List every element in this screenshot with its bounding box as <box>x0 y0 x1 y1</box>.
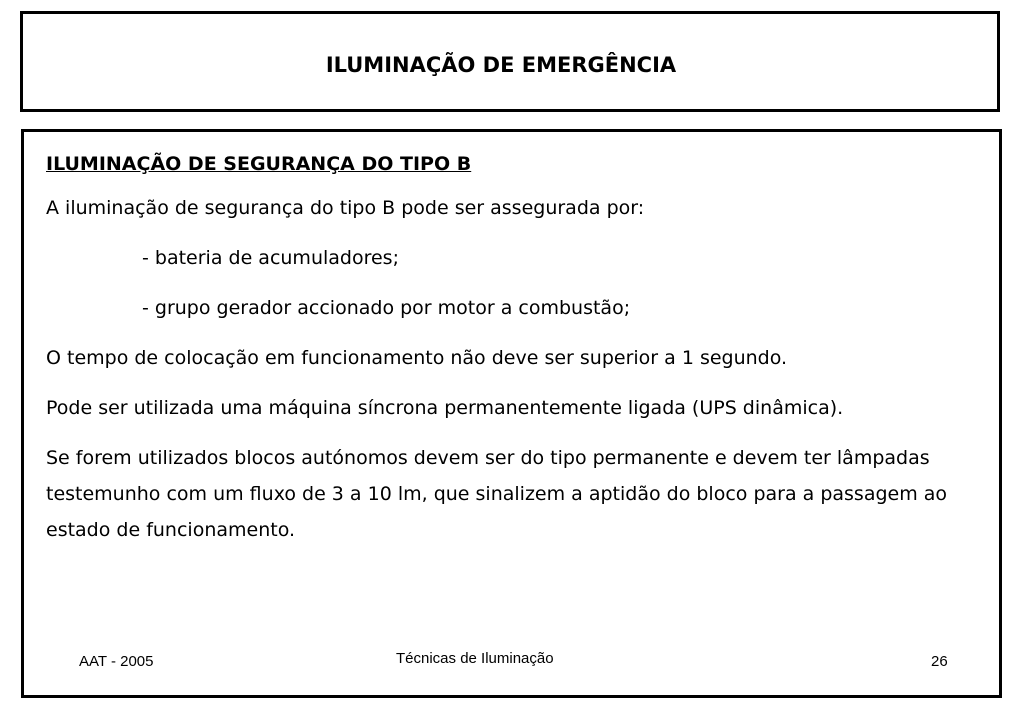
blocks-paragraph: Se forem utilizados blocos autónomos devem ser do tipo permanente e devem ter lâmpadas testemunho com um fluxo de 3 a 10 lm, que sinalizem a aptidão do bloco para a passagem ao estado de funcionamento. <box>46 447 948 541</box>
content-body <box>46 152 986 562</box>
ups-paragraph: Pode ser utilizada uma máquina síncrona permanentemente ligada (UPS dinâmica). <box>46 397 844 419</box>
list-item-battery: - bateria de acumuladores; <box>142 247 399 269</box>
intro-paragraph: A iluminação de segurança do tipo B pode ser assegurada por: <box>46 197 645 219</box>
slide-title: ILUMINAÇÃO DE EMERGÊNCIA <box>325 52 677 77</box>
footer-course: Técnicas de Iluminação <box>396 650 554 667</box>
list-item-generator: - grupo gerador accionado por motor a combustão; <box>142 297 631 319</box>
content-box <box>21 129 1002 698</box>
time-paragraph: O tempo de colocação em funcionamento não deve ser superior a 1 segundo. <box>46 347 788 369</box>
section-subtitle: ILUMINAÇÃO DE SEGURANÇA DO TIPO B <box>46 153 472 175</box>
footer-author: AAT - 2005 <box>79 653 154 670</box>
title-box <box>20 11 1000 112</box>
page-number: 26 <box>931 653 948 670</box>
